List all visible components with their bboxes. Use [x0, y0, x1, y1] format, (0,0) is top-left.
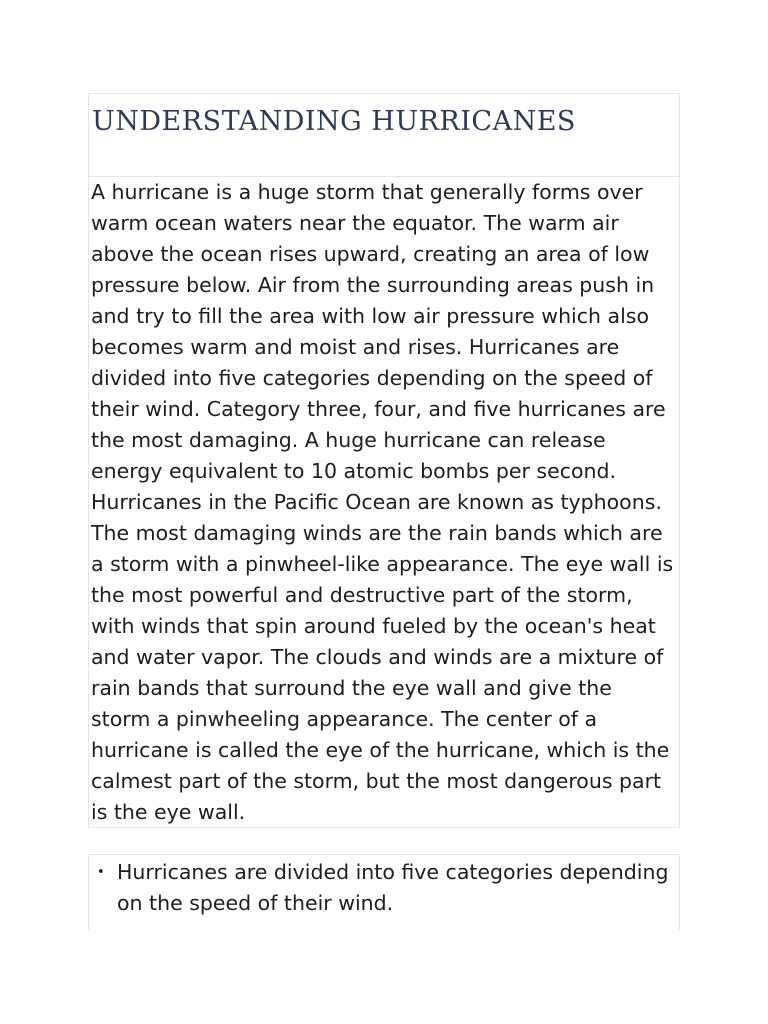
article-body: A hurricane is a huge storm that generally forms over warm ocean waters near the equator. The warm air above the ocean rises upward, creating an area of low pressure below. Air from the surrounding areas push in and try to fill the area with low air pressure which also becomes warm and moist and rises. Hurricanes are divided into five categories depending on the speed of their wind. Category three, four, and five hurricanes are the most damaging. A huge hurricane can release energy equivalent to 10 atomic bombs per second. Hurricanes in the Pacific Ocean are known as typhoons. The most damaging winds are the rain bands which are a storm with a pinwheel-like appearance. The eye wall is the most powerful and destructive part of the storm, with winds that spin around fueled by the ocean's heat and water vapor. The clouds and winds are a mixture of rain bands that surround the eye wall and give the storm a pinwheeling appearance. The center of a hurricane is called the eye of the hurricane, which is the calmest part of the storm, but the most dangerous part is the eye wall. — [91, 180, 674, 824]
bullet-icon: • — [97, 865, 105, 880]
list-item-text: Hurricanes are divided into five categories depending on the speed of their wind. — [117, 860, 669, 915]
title-row — [89, 94, 679, 177]
article-card — [88, 93, 680, 828]
article-title: UNDERSTANDING HURRICANES — [92, 106, 576, 137]
page-bottom-blank — [88, 930, 688, 1024]
list-item — [97, 857, 671, 919]
key-points-list — [89, 855, 679, 919]
